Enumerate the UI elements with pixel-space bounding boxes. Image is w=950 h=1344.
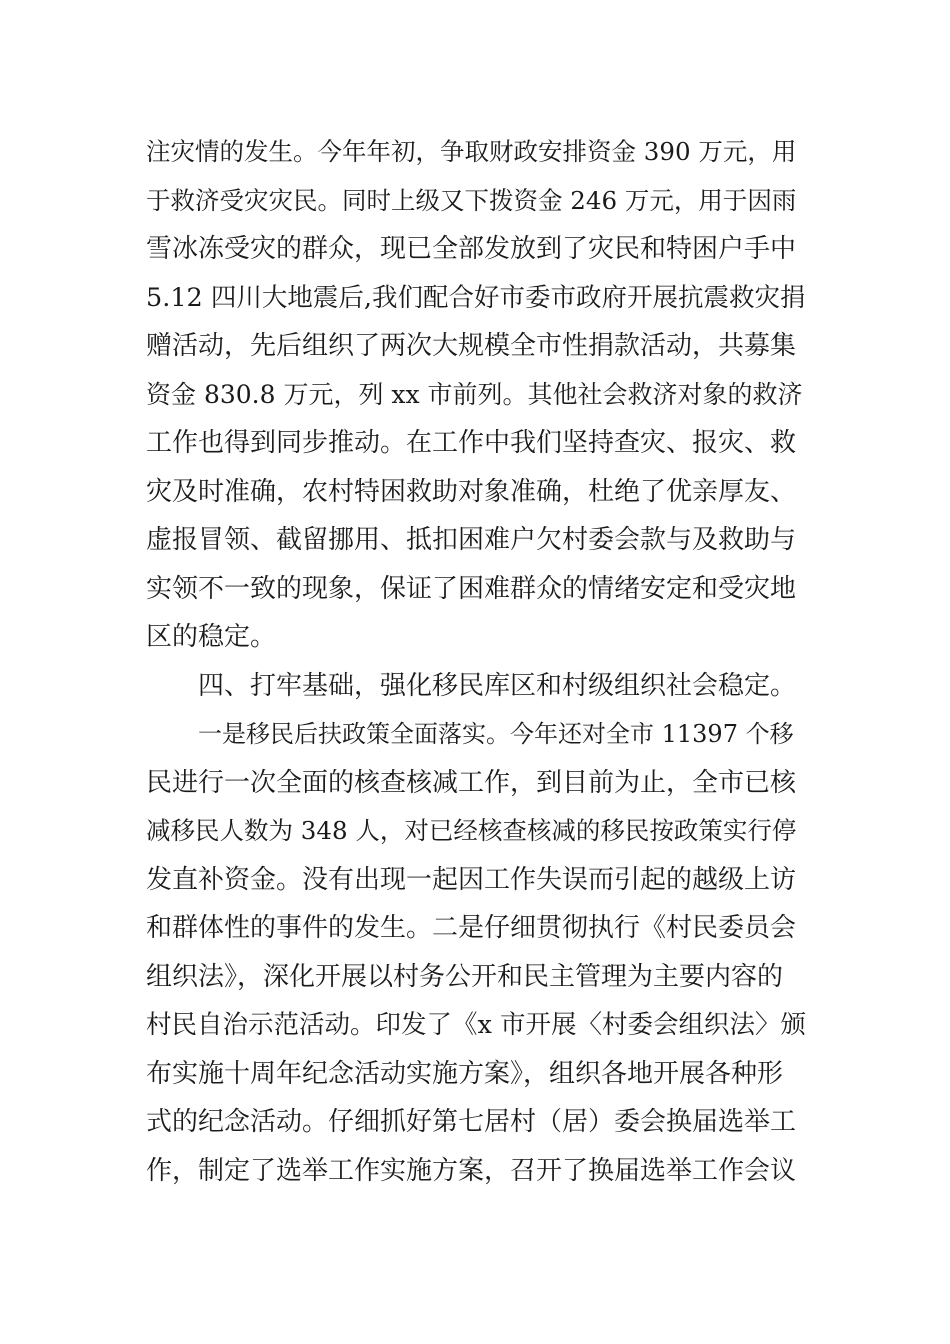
text-line: 民进行一次全面的核查核减工作，到目前为止，全市已核 [146, 767, 797, 798]
text-line: 5.12 四川大地震后,我们配合好市委市政府开展抗震救灾捐 [146, 282, 806, 313]
text-line: 减移民人数为 348 人，对已经核查核减的移民按政策实行停 [146, 816, 797, 845]
text-line: 村民自治示范活动。印发了《x 市开展〈村委会组织法〉颁 [146, 1010, 806, 1040]
text-line: 雪冰冻受灾的群众，现已全部发放到了灾民和特困户手中 [146, 234, 797, 264]
text-line: 资金 830.8 万元，列 xx 市前列。其他社会救济对象的救济 [146, 379, 803, 409]
text-line: 发直补资金。没有出现一起因工作失误而引起的越级上访 [146, 864, 797, 895]
text-line: 布实施十周年纪念活动实施方案》，组织各地开展各种形 [146, 1058, 784, 1089]
text-line: 和群体性的事件的发生。二是仔细贯彻执行《村民委员会 [146, 913, 797, 943]
text-line: 赠活动，先后组织了两次大规模全市性捐款活动，共募集 [146, 331, 797, 361]
text-line: 虚报冒领、截留挪用、抵扣困难户欠村委会款与及救助与 [146, 525, 797, 555]
text-line: 注灾情的发生。今年年初，争取财政安排资金 390 万元，用 [146, 137, 797, 166]
text-line: 工作也得到同步推动。在工作中我们坚持查灾、报灾、救 [146, 428, 797, 458]
text-line: 式的纪念活动。仔细抓好第七居村（居）委会换届选举工 [146, 1107, 797, 1137]
text-line: 实领不一致的现象，保证了困难群众的情绪安定和受灾地 [146, 573, 797, 604]
text-line: 于救济受灾灾民。同时上级又下拨资金 246 万元，用于因雨 [146, 185, 797, 215]
text-line: 作，制定了选举工作实施方案，召开了换届选举工作会议 [146, 1155, 797, 1186]
text-line: 四、打牢基础，强化移民库区和村级组织社会稳定。 [198, 670, 797, 701]
text-line: 灾及时准确，农村特困救助对象准确，杜绝了优亲厚友、 [146, 476, 797, 507]
text-line: 组织法》，深化开展以村务公开和民主管理为主要内容的 [146, 961, 784, 992]
text-line: 一是移民后扶政策全面落实。今年还对全市 11397 个移 [198, 720, 794, 748]
body-text [146, 128, 806, 1195]
text-line: 区的稳定。 [146, 622, 277, 652]
